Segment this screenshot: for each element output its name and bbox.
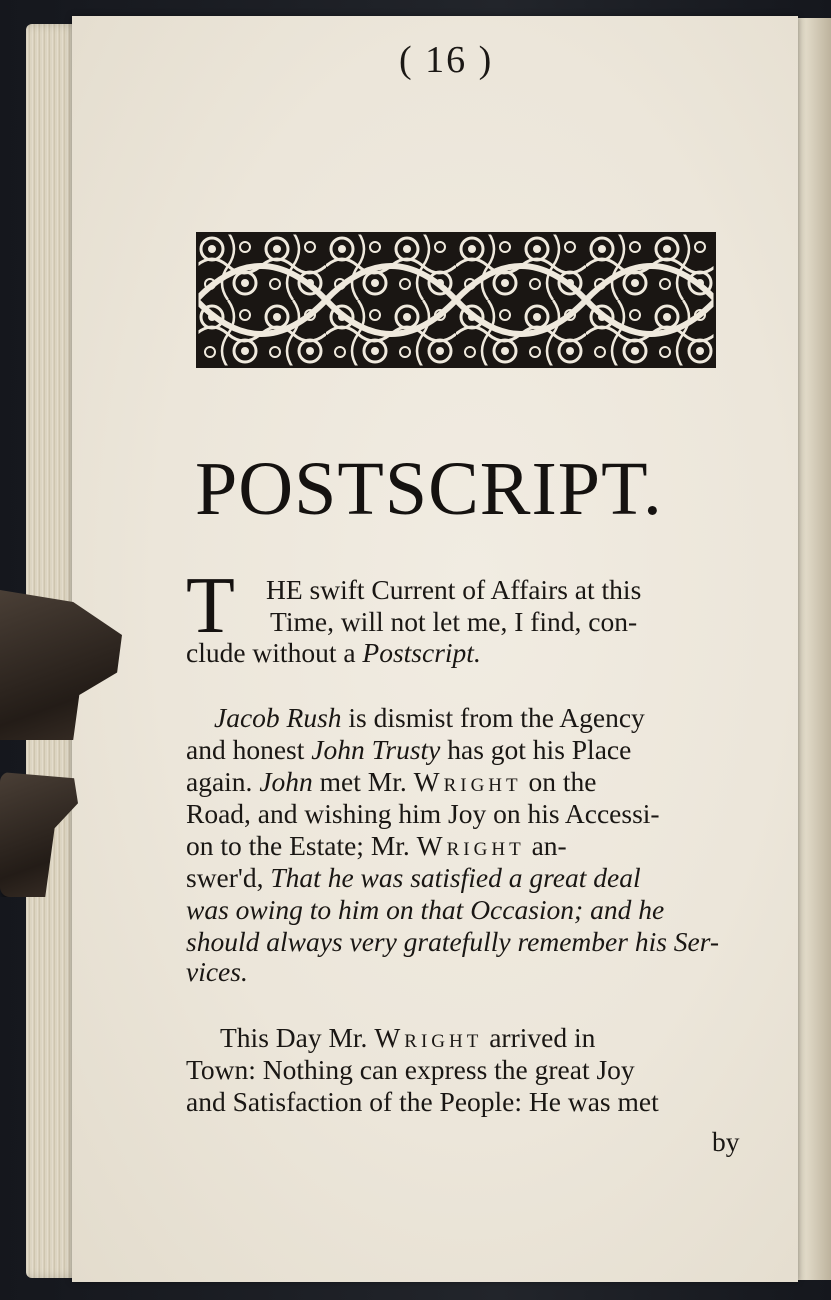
text-line: and Satisfaction of the People: He was met bbox=[186, 1086, 659, 1117]
woodcut-headpiece-ornament bbox=[196, 232, 716, 368]
catchword: by bbox=[712, 1126, 740, 1157]
text-line: was owing to him on that Occasion; and he bbox=[186, 894, 665, 925]
text-line: again. John met Mr. Wright on the bbox=[186, 766, 597, 797]
text-line: Time, will not let me, I find, con- bbox=[270, 606, 638, 637]
text-line: on to the Estate; Mr. Wright an- bbox=[186, 830, 567, 861]
text-line: should always very gratefully remember his Ser- bbox=[186, 926, 720, 957]
text-line: This Day Mr. Wright arrived in bbox=[220, 1022, 596, 1053]
text-line: swer'd, That he was satisfied a great deal bbox=[186, 862, 641, 893]
text-line: and honest John Trusty has got his Place bbox=[186, 734, 632, 765]
page-number: ( 16 ) bbox=[399, 39, 494, 81]
text-line: vices. bbox=[186, 956, 248, 987]
text-line: Jacob Rush is dismist from the Agency bbox=[214, 702, 645, 733]
page-title: POSTSCRIPT. bbox=[195, 447, 663, 531]
text-line: clude without a Postscript. bbox=[186, 637, 481, 668]
text-line: Road, and wishing him Joy on his Accessi- bbox=[186, 798, 660, 829]
drop-cap: T bbox=[186, 562, 235, 650]
text-line: Town: Nothing can express the great Joy bbox=[186, 1054, 635, 1085]
text-line: HE swift Current of Affairs at this bbox=[266, 574, 642, 605]
